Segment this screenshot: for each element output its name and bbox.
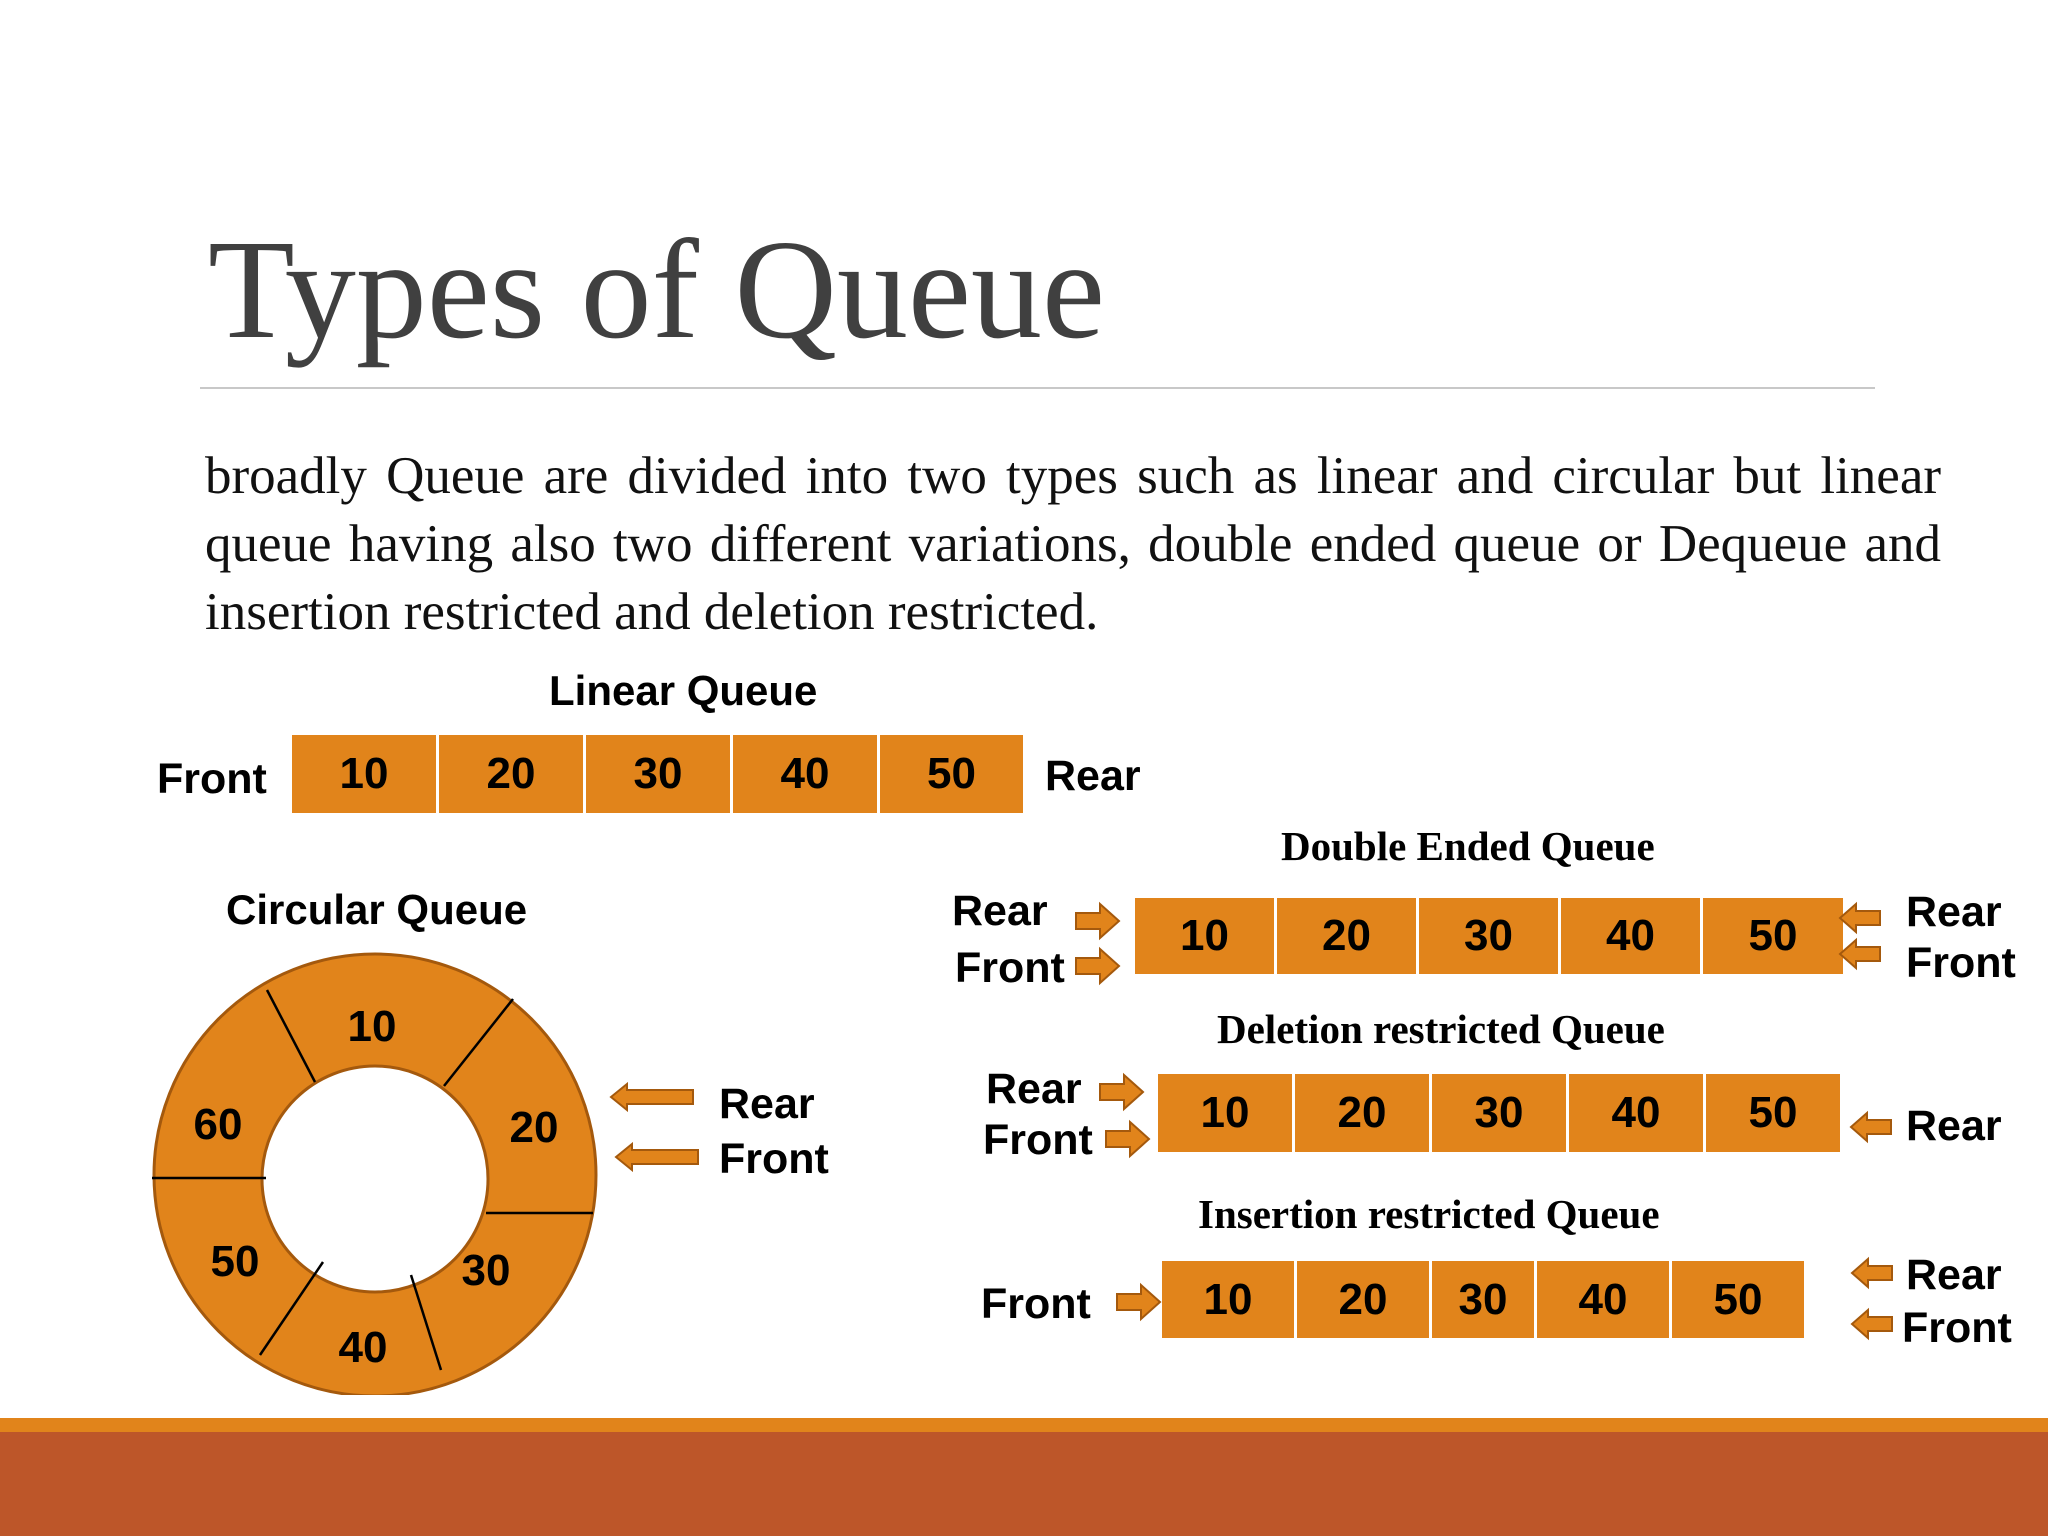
deque-right-rear-arrow-icon bbox=[1838, 901, 1882, 935]
deque-right-rear-label: Rear bbox=[1906, 888, 2002, 936]
insertion-left-front-label: Front bbox=[981, 1280, 1091, 1328]
footer-accent-bar bbox=[0, 1418, 2048, 1432]
queue-cell: 30 bbox=[1419, 898, 1561, 974]
deque-left-rear-label: Rear bbox=[952, 887, 1048, 935]
footer-bar bbox=[0, 1432, 2048, 1536]
deletion-left-front-label: Front bbox=[983, 1116, 1093, 1164]
queue-cell: 50 bbox=[880, 735, 1023, 813]
deque-left-front-label: Front bbox=[955, 944, 1065, 992]
queue-cell: 30 bbox=[1432, 1074, 1569, 1152]
queue-cell: 20 bbox=[1295, 1074, 1432, 1152]
queue-cell: 10 bbox=[292, 735, 439, 813]
queue-cell: 50 bbox=[1706, 1074, 1840, 1152]
deletion-restricted-queue-title: Deletion restricted Queue bbox=[1217, 1006, 1665, 1052]
circular-rear-label: Rear bbox=[719, 1080, 815, 1128]
insertion-right-rear-arrow-icon bbox=[1850, 1256, 1894, 1290]
queue-cell: 40 bbox=[1569, 1074, 1706, 1152]
circular-segment-value: 60 bbox=[193, 1100, 243, 1149]
queue-cell: 40 bbox=[733, 735, 880, 813]
double-ended-queue bbox=[1135, 898, 1843, 974]
circular-segment-value: 30 bbox=[461, 1246, 511, 1295]
queue-cell: 20 bbox=[439, 735, 586, 813]
circular-segment-value: 40 bbox=[338, 1323, 388, 1372]
insertion-restricted-queue-title: Insertion restricted Queue bbox=[1198, 1191, 1660, 1237]
deletion-right-rear-label: Rear bbox=[1906, 1102, 2002, 1150]
double-ended-queue-title: Double Ended Queue bbox=[1281, 823, 1655, 869]
deletion-left-rear-arrow-icon bbox=[1098, 1072, 1146, 1112]
deque-left-front-arrow-icon bbox=[1074, 946, 1122, 986]
insertion-left-front-arrow-icon bbox=[1115, 1282, 1163, 1322]
rear-arrow-icon bbox=[609, 1082, 695, 1112]
slide-body-text: broadly Queue are divided into two types such as linear and circular but linear queue having also two different variations, double ended queue or Dequeue and insertion restricted and deletion restricted. bbox=[205, 447, 1941, 641]
insertion-restricted-queue bbox=[1162, 1261, 1804, 1338]
circular-segment-value: 20 bbox=[509, 1103, 559, 1152]
deletion-right-rear-arrow-icon bbox=[1849, 1110, 1893, 1144]
deletion-restricted-queue bbox=[1158, 1074, 1840, 1152]
queue-cell: 20 bbox=[1297, 1261, 1432, 1338]
circular-queue-ring bbox=[145, 945, 610, 1395]
insertion-right-front-label: Front bbox=[1902, 1304, 2012, 1352]
queue-cell: 10 bbox=[1162, 1261, 1297, 1338]
queue-cell: 40 bbox=[1537, 1261, 1672, 1338]
circular-segment-value: 50 bbox=[210, 1237, 260, 1286]
title-divider bbox=[200, 387, 1875, 389]
queue-cell: 10 bbox=[1135, 898, 1277, 974]
slide-title: Types of Queue bbox=[208, 210, 1105, 368]
linear-front-label: Front bbox=[157, 755, 267, 803]
queue-cell: 10 bbox=[1158, 1074, 1295, 1152]
insertion-right-front-arrow-icon bbox=[1850, 1307, 1894, 1341]
deque-right-front-label: Front bbox=[1906, 939, 2016, 987]
insertion-right-rear-label: Rear bbox=[1906, 1251, 2002, 1299]
circular-queue-title: Circular Queue bbox=[226, 886, 528, 933]
deque-right-front-arrow-icon bbox=[1838, 937, 1882, 971]
queue-cell: 30 bbox=[586, 735, 733, 813]
queue-cell: 50 bbox=[1703, 898, 1843, 974]
deletion-left-rear-label: Rear bbox=[986, 1065, 1082, 1113]
circular-segment-value: 10 bbox=[347, 1002, 397, 1051]
front-arrow-icon bbox=[614, 1142, 700, 1172]
queue-cell: 20 bbox=[1277, 898, 1419, 974]
deque-left-rear-arrow-icon bbox=[1074, 901, 1122, 941]
queue-cell: 40 bbox=[1561, 898, 1703, 974]
circular-front-label: Front bbox=[719, 1135, 829, 1183]
queue-cell: 30 bbox=[1432, 1261, 1537, 1338]
linear-queue bbox=[292, 735, 1023, 813]
deletion-left-front-arrow-icon bbox=[1104, 1119, 1152, 1159]
queue-cell: 50 bbox=[1672, 1261, 1804, 1338]
linear-rear-label: Rear bbox=[1045, 752, 1141, 800]
linear-queue-title: Linear Queue bbox=[549, 667, 818, 714]
